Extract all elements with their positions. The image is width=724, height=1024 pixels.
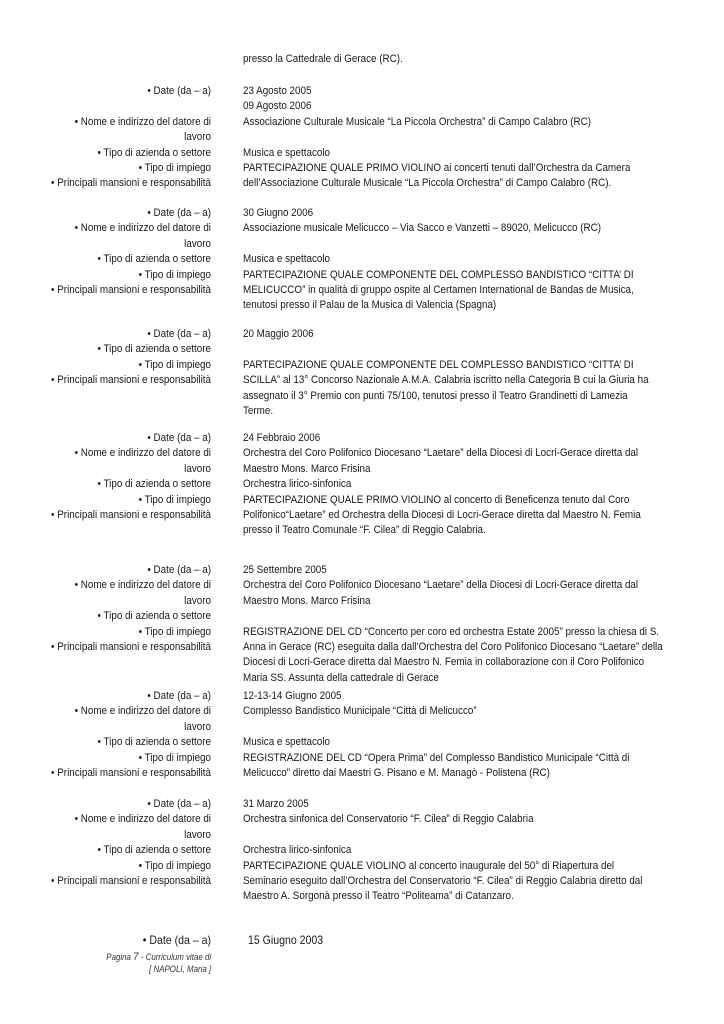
intro-line: presso la Cattedrale di Gerace (RC). — [243, 53, 403, 65]
description-value — [243, 358, 657, 420]
description-value-line: REGISTRAZIONE DEL CD “Opera Prima” del Complesso Bandistico Municipale “Città di — [243, 751, 630, 764]
employer-label-cont: lavoro — [184, 828, 211, 841]
description-value-line: Maria SS. Assunta della cattedrale di Gerace — [243, 671, 439, 684]
date-value — [243, 84, 657, 115]
description-value-line: PARTECIPAZIONE QUALE PRIMO VIOLINO al concerto di Beneficenza tenuto dal Coro — [243, 493, 630, 506]
description-value-line: PARTECIPAZIONE QUALE VIOLINO al concerto inaugurale del 50° di Riapertura del — [243, 859, 615, 872]
date-value: 15 Giugno 2003 — [248, 933, 324, 947]
employer-label-cont: lavoro — [184, 237, 211, 250]
duties-label: • Principali mansioni e responsabilità — [51, 641, 212, 653]
employer-value-line: Maestro Mons. Marco Frisina — [243, 462, 371, 475]
description-value — [243, 161, 657, 192]
duties-label: • Principali mansioni e responsabilità — [51, 284, 212, 296]
description-value-line: Seminario eseguito dall’Orchestra del Conservatorio “F. Cilea” di Reggio Calabria diretto dal — [243, 875, 643, 887]
sector-label: • Tipo di azienda o settore — [97, 478, 211, 491]
employer-value-line: Orchestra sinfonica del Conservatorio “F. Cilea” di Reggio Calabria — [243, 813, 534, 826]
sector-value: Musica e spettacolo — [243, 253, 331, 266]
description-value-line: PARTECIPAZIONE QUALE PRIMO VIOLINO ai concerti tenuti dall’Orchestra da Camera — [243, 162, 631, 174]
employer-label-cont: lavoro — [184, 131, 211, 144]
footer-page-line: Pagina 7 - Curriculum vitae di — [106, 951, 211, 963]
date-label: • Date (da – a) — [142, 933, 211, 947]
job-type-label: • Tipo di impiego — [138, 751, 211, 764]
employer-value — [243, 812, 657, 827]
employer-label-cont: lavoro — [184, 462, 211, 475]
employer-label: • Nome e indirizzo del datore di — [74, 579, 211, 592]
date-label: • Date (da – a) — [147, 432, 211, 444]
description-value-line: assegnato il 3° Premio con punti 75/100, tenutosi presso il Teatro Grandinetti di Lamezia — [243, 389, 628, 402]
employer-label: • Nome e indirizzo del datore di — [74, 222, 211, 235]
sector-value: Orchestra lirico-sinfonica — [243, 844, 352, 857]
description-value — [243, 859, 657, 905]
date-value-line: 25 Settembre 2005 — [243, 564, 327, 576]
description-value-line: MELICUCCO” in qualità di gruppo ospite al Certamen International de Bandas de Musica, — [243, 284, 634, 296]
duties-label: • Principali mansioni e responsabilità — [51, 875, 212, 887]
date-value-line: 30 Giugno 2006 — [243, 207, 314, 219]
employer-value — [243, 578, 657, 609]
employer-label: • Nome e indirizzo del datore di — [74, 705, 211, 718]
sector-label: • Tipo di azienda o settore — [97, 253, 211, 266]
employer-label: • Nome e indirizzo del datore di — [74, 115, 211, 128]
sector-label: • Tipo di azienda o settore — [97, 146, 211, 159]
date-value — [243, 797, 657, 812]
employer-label-cont: lavoro — [184, 720, 211, 733]
sector-label: • Tipo di azienda o settore — [97, 610, 211, 623]
sector-value: Musica e spettacolo — [243, 146, 331, 159]
description-value-line: presso il Teatro Comunale “F. Cilea” di Reggio Calabria. — [243, 524, 486, 537]
job-type-label: • Tipo di impiego — [138, 162, 211, 174]
job-type-label: • Tipo di impiego — [138, 358, 211, 371]
description-value — [243, 751, 657, 782]
duties-label: • Principali mansioni e responsabilità — [51, 374, 212, 387]
date-value — [243, 327, 657, 342]
description-value-line: Terme. — [243, 405, 274, 418]
page-footer — [106, 951, 211, 975]
description-value-line: Diocesi di Locri-Gerace diretta dal Maestro N. Femia in collaborazione con il Coro Polifonico — [243, 656, 645, 669]
employer-label-cont: lavoro — [184, 594, 211, 607]
description-value — [243, 268, 657, 314]
date-value — [243, 689, 657, 704]
description-value-line: dell’Associazione Culturale Musicale “La Piccola Orchestra” di Campo Calabro (RC). — [243, 177, 612, 190]
employer-value-line: Orchestra del Coro Polifonico Diocesano “Laetare” della Diocesi di Locri-Gerace diretta dal — [243, 579, 639, 592]
date-value — [243, 206, 657, 221]
employer-value-line: Associazione Culturale Musicale “La Piccola Orchestra” di Campo Calabro (RC) — [243, 115, 591, 128]
description-value-line: Maestro A. Sorgonà presso il Teatro “Politeama” di Catanzaro. — [243, 890, 514, 903]
description-value-line: Melicucco” diretto dai Maestri G. Pisano e M. Managò - Polistena (RC) — [243, 767, 550, 779]
description-value — [243, 493, 657, 539]
page-number: 7 — [132, 951, 139, 963]
employer-label: • Nome e indirizzo del datore di — [74, 447, 211, 460]
sector-label: • Tipo di azienda o settore — [97, 844, 211, 857]
duties-label: • Principali mansioni e responsabilità — [51, 767, 212, 779]
date-value — [243, 431, 657, 446]
sector-value: Musica e spettacolo — [243, 736, 331, 749]
description-value — [243, 625, 663, 687]
date-label: • Date (da – a) — [147, 207, 211, 219]
footer-name: [ NAPOLI, Maria ] — [148, 964, 211, 974]
date-label: • Date (da – a) — [147, 85, 211, 97]
date-value — [243, 563, 657, 578]
job-type-label: • Tipo di impiego — [138, 625, 211, 638]
date-value-line: 23 Agosto 2005 — [243, 85, 312, 97]
job-type-label: • Tipo di impiego — [138, 493, 211, 506]
employer-value-line: Orchestra del Coro Polifonico Diocesano “Laetare” della Diocesi di Locri-Gerace diretta dal — [243, 447, 639, 460]
description-value-line: tenutosi presso il Palau de la Musica di Valencia (Spagna) — [243, 299, 497, 312]
date-label: • Date (da – a) — [147, 328, 211, 340]
description-value-line: PARTECIPAZIONE QUALE COMPONENTE DEL COMPLESSO BANDISTICO “CITTA’ DI — [243, 268, 634, 281]
date-label: • Date (da – a) — [147, 690, 211, 702]
job-type-label: • Tipo di impiego — [138, 859, 211, 872]
employer-value — [243, 115, 657, 130]
date-label: • Date (da – a) — [147, 798, 211, 810]
description-value-line: SCILLA” al 13° Concorso Nazionale A.M.A. Calabria iscritto nella Categoria B cui la Giuria ha — [243, 374, 649, 387]
description-value-line: Polifonico“Laetare” ed Orchestra della Diocesi di Locri-Gerace diretta dal Maestro N. Femia — [243, 509, 641, 521]
date-value-line: 31 Marzo 2005 — [243, 798, 309, 810]
date-value-line: 20 Maggio 2006 — [243, 328, 314, 340]
description-value-line: REGISTRAZIONE DEL CD “Concerto per coro ed orchestra Estate 2005” presso la chiesa di S. — [243, 625, 660, 638]
employer-value — [243, 221, 657, 236]
sector-label: • Tipo di azienda o settore — [97, 736, 211, 749]
employer-value-line: Complesso Bandistico Municipale “Città di Melicucco” — [243, 705, 477, 718]
job-type-label: • Tipo di impiego — [138, 268, 211, 281]
employer-value-line: Associazione musicale Melicucco – Via Sacco e Vanzetti – 89020, Melicucco (RC) — [243, 222, 602, 235]
sector-value: Orchestra lirico-sinfonica — [243, 478, 352, 491]
date-value-line: 24 Febbraio 2006 — [243, 432, 321, 444]
employer-value-line: Maestro Mons. Marco Frisina — [243, 594, 371, 607]
duties-label: • Principali mansioni e responsabilità — [51, 509, 212, 521]
date-label: • Date (da – a) — [147, 564, 211, 576]
date-value-line: 09 Agosto 2006 — [243, 100, 312, 113]
employer-label: • Nome e indirizzo del datore di — [74, 813, 211, 826]
description-value-line: Anna in Gerace (RC) eseguita dalla dall’Orchestra del Coro Polifonico Diocesano “Laetare” della — [243, 641, 663, 653]
duties-label: • Principali mansioni e responsabilità — [51, 177, 212, 190]
employer-value — [243, 704, 657, 719]
employer-value — [243, 446, 657, 477]
sector-label: • Tipo di azienda o settore — [97, 343, 211, 356]
date-value-line: 12-13-14 Giugno 2005 — [243, 690, 342, 702]
description-value-line: PARTECIPAZIONE QUALE COMPONENTE DEL COMPLESSO BANDISTICO “CITTA’ DI — [243, 358, 634, 371]
